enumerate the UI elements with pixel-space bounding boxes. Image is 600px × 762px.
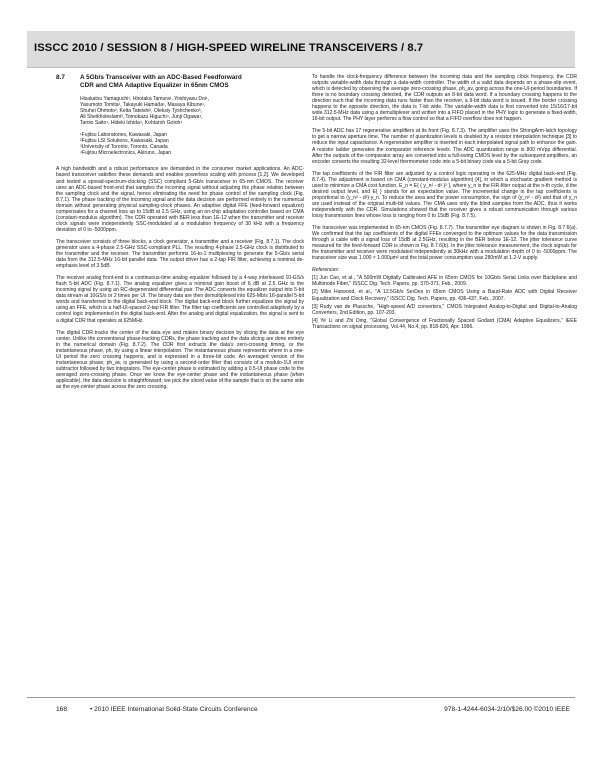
body-paragraph: A high bandwidth and a robust performance are demanded in the consumer market applications. An ADC-based transceiver satisfies these demands and enables powerless scaling with process [1,2]. We developed and tested a spread-spectrum-clocking (SSC) compliant 5-Gb/s transceiver in 65-nm CMOS. The receiver uses an ADC-based front-end that samples the incoming signal without adjusting the phase relation between the sampling clock and the signal, hence eliminating the need for phase control of the sampling clock (Fig. 8.7.1). The phase tracking of the incoming signal and the data decision are performed entirely in the numerical domain without generating physical sampling-clock phases. An adaptive digital FFE (feed-forward equalizer) compensates for a channel loss up to 15dB at 2.5 GHz, using an on-chip adaptation controller based on CMA (constant-modulus algorithm). The CDR operated with BER less than 1E-12 when the transmitter and receiver clock signals were independently SSC-modulated at a modulation frequency of 30 kHz with a frequency deviation of 0 to -5000ppm.	[56, 166, 304, 233]
author-line: Hisakatsu Yamaguchi¹, Hirotaka Tamura¹, Yoshiyasu Doi¹,	[80, 96, 210, 102]
author-line: Shuhei Ohmoto², Keita Tateishi², Oleksiy Tyshchenko³,	[80, 108, 202, 115]
reference-item: [3] Rudy van de Plassche, "High-speed A/D converters," CMOS Integrated Analog-to-Digital and Digital-to-Analog Converters, 2nd Edition, pp. 107-203.	[312, 303, 577, 316]
affiliation: ³University of Toronto, Toronto, Canada	[80, 144, 168, 151]
body-paragraph: The 5-bit ADC has 17 regenerative amplifiers at its front (Fig. 8.7.3). The amplifier uses the StrongArm-latch topology to get a narrow aperture time. The number of quantization levels is doubled by a resistor interpolation technique [3] to reduce the input capacitance. A regenerative amplifier is inserted in each interpolated signal path to enhance the gain. A resistor ladder generates the comparator reference levels. The ADC quantization range is 800 mVpp differential. After the outputs of the comparator array are converted into a full-swing CMOS level by the subsequent amplifiers, an encoder converts the resulting 32-level thermometer code into a 5-bit binary code via a 5-bit Gray code.	[312, 128, 577, 165]
affiliation: ²Fujitsu LSI Solutions, Kawasaki, Japan	[80, 138, 169, 145]
reference-item: [1] Jun Cao, et al., "A 500mW Digitally Calibrated AFE in 65nm CMOS for 10Gb/s Serial Links over Backplane and Multimode Fiber," ISSCC Dig. Tech. Papers, pp. 370-371, Feb., 2009.	[312, 275, 577, 288]
body-paragraph: The transceiver consists of three blocks, a clock generator, a transmitter and a receiver (Fig. 8.7.1). The clock generator uses a 4-phase 2.5-GHz SSC-compliant PLL. The resulting 4-phase 2.5-GHz clock is distributed to the transmitter and the receiver. The transmitter performs 16-to-1 multiplexing to generate the 5-Gb/s serial data from the 312.5-MHz 16-bit parallel data. The output driver has a 2-tap FIR filter, achieving a nominal de-emphasis level of 3.5dB.	[56, 238, 304, 270]
body-paragraph: The transceiver was implemented in 65-nm CMOS (Fig. 8.7.7). The transmitter eye diagram is shown in Fig. 8.7.6(a). We confirmed that the tap coefficients of the digital FFEs converged to the optimum values for the data transmission through a cable with a signal loss of 15dB at 2.5GHz, resulting in the BER below 1E-12. The jitter tolerance curve measured for the feed-forward CDR is shown in Fig. 8.7.6(b). In the jitter tolerance measurement, the clock signals for the transmitter and receiver were modulated independently at 30kHz with a modulation depth of 0 to -5000ppm. The transceiver size was 1.000 × 1.000µm² and the total power consumption was 280mW at 1.2-V supply.	[312, 225, 577, 262]
paper-title-line: CDR and CMA Adaptive Equalizer in 65nm CMOS	[80, 82, 229, 89]
header-title: ISSCC 2010 / SESSION 8 / HIGH-SPEED WIRELINE TRANSCEIVERS / 8.7	[34, 42, 424, 54]
right-column	[312, 74, 577, 332]
author-line: Ali Sheikholeslami³, Tomokazu Higuchi⁴, Junji Ogawa¹,	[80, 114, 203, 121]
affiliation-list	[80, 132, 304, 156]
isbn-copyright: 978-1-4244-6034-2/10/$26.00 ©2010 IEEE	[444, 706, 570, 713]
page-number: 168	[56, 706, 68, 713]
body-paragraph: The tap coefficients of the FIR filter are adjusted by a control logic operating in the 625-MHz digital back-end (Fig. 8.7.4). The adjustment is based on CMA (constant-modulus algorithm) [4], in which a stochastic gradient method is used to minimize a CMA cost function, E_n = E{ ( y_n² - d² )² }, where y_n is the FIR-filter output at the n-th cycle, d the desired output level, and E{ } stands for an expectation value. The incremental change in the tap coefficients is proportional to (y_n² - d²)·y_n. To reduce the area and the power consumption, the sign of (y_n² - d²) and that of y_n are used instead of the original multi-bit values. The CMA uses only the blind samples from the ADC, thus it works independently with the CDR. Simulations showed that the receiver gives a robust communication through various lossy transmission lines whose loss is ranging from 0 to 15dB (Fig. 8.7.5).	[312, 170, 577, 219]
footer-divider	[27, 697, 575, 698]
references-heading: References:	[312, 267, 340, 274]
body-paragraph: To handle the clock-frequency difference between the incoming data and the sampling clock frequency, the CDR outputs variable-width data through a data-width controller. The width of a valid data depends on a phase-slip event, which is detected by observing the average zero-crossing phase, ph_av, going across the one-UI-period boundaries. If there is no boundary crossing detected, the CDR outputs an 8-bit data word. If a boundary crossing happens to the direction such that the incoming data runs faster than the receiver, a 9-bit data word is issued. If the border crossing happens to the opposite direction, the data is 7-bit wide. The variable-width data is first converted into 15/16/17-bit wide 312.5-MHz data using a demultiplexer and written into a FIFO placed in the PHY logic to generate a fixed-width, 16-bit output. The PHY layer performs a flow control so that a FIFO overflow does not happen.	[312, 74, 577, 123]
author-line: Tamio Saito¹, Hideki Ishida⁴, Kohtaroh Gotoh⁴	[80, 120, 183, 127]
conference-name: • 2010 IEEE International Solid-State Circuits Conference	[90, 706, 258, 713]
paper-heading	[56, 74, 304, 90]
author-line: Yasumoto Tomita¹, Takayuki Hamada¹, Masaya Kibune¹,	[80, 102, 206, 109]
left-column	[56, 74, 304, 396]
paper-title	[80, 74, 304, 90]
affiliation: ¹Fujitsu Laboratories, Kawasaki, Japan	[80, 132, 167, 139]
author-list	[80, 96, 304, 126]
affiliation: ⁴Fujitsu Microelectronics, Akiruno, Japan	[80, 150, 172, 157]
reference-item: [4] Ye Li and Zhi Ding, "Global Convergence of Fractionally Spaced Godard (CMA) Adaptive Equalizers," IEEE Transactions on signal processing, Vol.44, No.4, pp. 818-826, Apr. 1996.	[312, 317, 577, 330]
reference-item: [2] Mike Harwood, et al., "A 12.5Gb/s SerDes in 65nm CMOS Using a Baud-Rate ADC with Digital Receiver Equalization and Clock Recovery," ISSCC Dig. Tech. Papers, pp. 436-437, Feb., 2007.	[312, 289, 577, 302]
paper-title-line: A 5Gb/s Transceiver with an ADC-Based Feedforward	[80, 74, 242, 81]
page-header	[27, 31, 575, 68]
paper-number: 8.7	[56, 74, 65, 81]
body-paragraph: The receiver analog front-end is a continuous-time analog equalizer followed by a 4-way interleaved 10-GS/s flash 5-bit ADC (Fig. 8.7.1). The analog equalizer gives a nominal gain boost of 6 dB at 2.5 GHz to the incoming signal by using an RC-degenerated differential pair. The ADC converts the equalizer output into 5-bit data stream at 10GS/s or 2 times per UI. The binary data are then demultiplexed into 625-Mb/s 16-parallel 5-bit words and transferred to the digital back-end block. The digital back-end block further equalizes the signal by using an FFE, which is a half-UI-spaced 2-tap FIR filter. The filter tap coefficients are controlled adaptively by a control logic implemented in the digital back-end. After the analog and digital equalization, the signal is sent to a digital CDR that operates at 625MHz.	[56, 275, 304, 324]
body-paragraph: The digital CDR tracks the center of the data eye and makes binary decision by slicing the data at the eye center. Unlike the conventional phase-tracking CDRs, the phase tracking and the data slicing are done entirely in the numerical domain (Fig. 8.7.2). The CDR first extracts the data's zero-crossing timing, or the instantaneous phase, ph, by using a linear interpolation. The instantaneous phase represents where in a one-UI period the zero crossing happens, and is expressed in a three-bit code. An averaged version of the instantaneous phase, ph_av, is generated by using a second-order filter that consists of a modulo-1UI error subtractor followed by two integrators. The eye-center phase is estimated by adding a 0.5-UI phase code to the averaged zero-crossing phase. Once we know the eye-center phase and the instantaneous phase (when applicable), the data decision is straightforward; we pick the sliced value of the sample that is on the same side as the eye-center phase across the zero crossing.	[56, 329, 304, 390]
